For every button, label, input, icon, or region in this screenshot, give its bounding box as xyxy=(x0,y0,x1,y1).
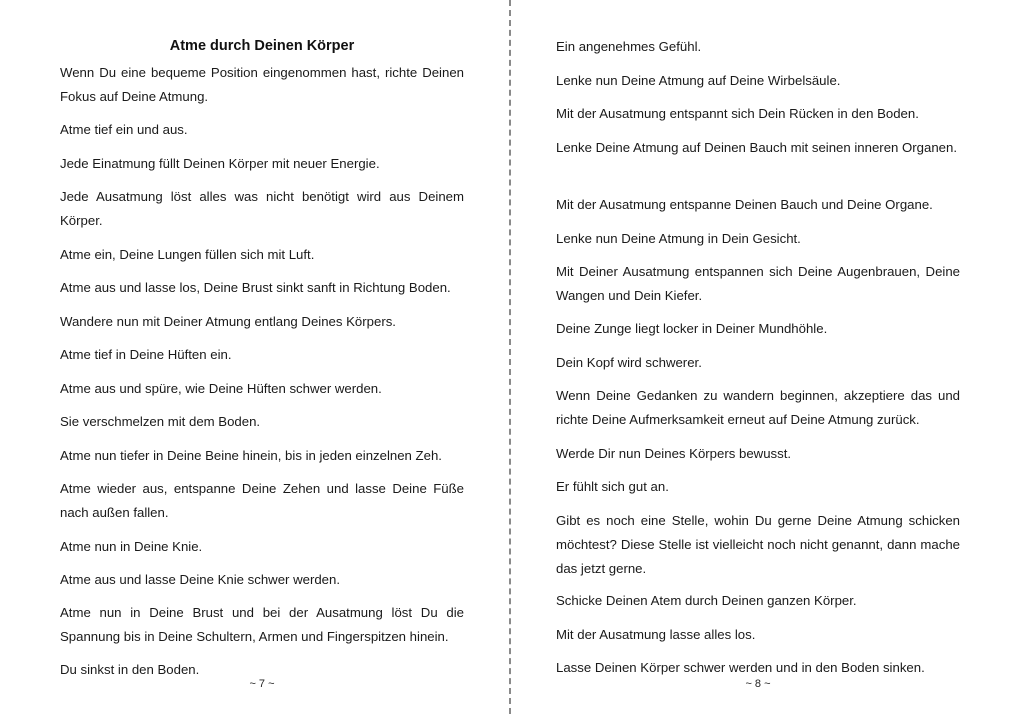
page-divider xyxy=(509,0,511,714)
paragraph: Mit der Ausatmung lasse alles los. xyxy=(556,627,756,642)
paragraph: Lasse Deinen Körper schwer werden und in den Boden sinken. xyxy=(556,660,925,675)
paragraph: Atme nun tiefer in Deine Beine hinein, bis in jeden einzelnen Zeh. xyxy=(60,448,442,463)
paragraph: Mit Deiner Ausatmung entspannen sich Deine Augenbrauen, Deine Wangen und Dein Kiefer. xyxy=(556,264,960,303)
paragraph: Atme tief in Deine Hüften ein. xyxy=(60,347,232,362)
paragraph: Atme tief ein und aus. xyxy=(60,122,188,137)
paragraph: Deine Zunge liegt locker in Deiner Mundhöhle. xyxy=(556,321,828,336)
paragraph: Atme nun in Deine Brust und bei der Ausatmung löst Du die Spannung bis in Deine Schultern, Armen und Fingerspitzen hinein. xyxy=(60,605,464,644)
paragraph: Wenn Deine Gedanken zu wandern beginnen, akzeptiere das und richte Deine Aufmerksamkeit erneut auf Deine Atmung zurück. xyxy=(556,388,960,427)
left-page xyxy=(60,0,464,714)
paragraph: Du sinkst in den Boden. xyxy=(60,662,200,677)
paragraph: Er fühlt sich gut an. xyxy=(556,479,669,494)
paragraph: Sie verschmelzen mit dem Boden. xyxy=(60,414,261,429)
paragraph: Dein Kopf wird schwerer. xyxy=(556,355,702,370)
paragraph: Wenn Du eine bequeme Position eingenommen hast, richte Deinen Fokus auf Deine Atmung. xyxy=(60,65,464,104)
paragraph: Jede Ausatmung löst alles was nicht benötigt wird aus Deinem Körper. xyxy=(60,189,464,228)
paragraph: Atme aus und lasse Deine Knie schwer werden. xyxy=(60,572,341,587)
paragraph: Ein angenehmes Gefühl. xyxy=(556,39,702,54)
paragraph: Atme aus und lasse los, Deine Brust sinkt sanft in Richtung Boden. xyxy=(60,280,451,295)
paragraph: Gibt es noch eine Stelle, wohin Du gerne Deine Atmung schicken möchtest? Diese Stelle ist vielleicht noch nicht genannt, dann mache das jetzt gerne. xyxy=(556,513,960,576)
right-page xyxy=(556,0,960,714)
paragraph: Lenke nun Deine Atmung auf Deine Wirbelsäule. xyxy=(556,73,841,88)
paragraph: Atme aus und spüre, wie Deine Hüften schwer werden. xyxy=(60,381,382,396)
paragraph: Atme ein, Deine Lungen füllen sich mit Luft. xyxy=(60,247,315,262)
paragraph: Werde Dir nun Deines Körpers bewusst. xyxy=(556,446,792,461)
paragraph: Jede Einatmung füllt Deinen Körper mit neuer Energie. xyxy=(60,156,380,171)
paragraph: Lenke nun Deine Atmung in Dein Gesicht. xyxy=(556,231,801,246)
paragraph: Mit der Ausatmung entspanne Deinen Bauch und Deine Organe. xyxy=(556,197,933,212)
paragraph: Atme nun in Deine Knie. xyxy=(60,539,203,554)
page-number: ~ 7 ~ xyxy=(249,678,275,690)
paragraph: Schicke Deinen Atem durch Deinen ganzen Körper. xyxy=(556,593,857,608)
paragraph: Mit der Ausatmung entspannt sich Dein Rücken in den Boden. xyxy=(556,106,919,121)
paragraph: Lenke Deine Atmung auf Deinen Bauch mit seinen inneren Organen. xyxy=(556,140,958,155)
page-title: Atme durch Deinen Körper xyxy=(169,38,355,54)
paragraph: Wandere nun mit Deiner Atmung entlang Deines Körpers. xyxy=(60,314,396,329)
paragraph: Atme wieder aus, entspanne Deine Zehen und lasse Deine Füße nach außen fallen. xyxy=(60,481,464,520)
page-number: ~ 8 ~ xyxy=(745,678,771,690)
